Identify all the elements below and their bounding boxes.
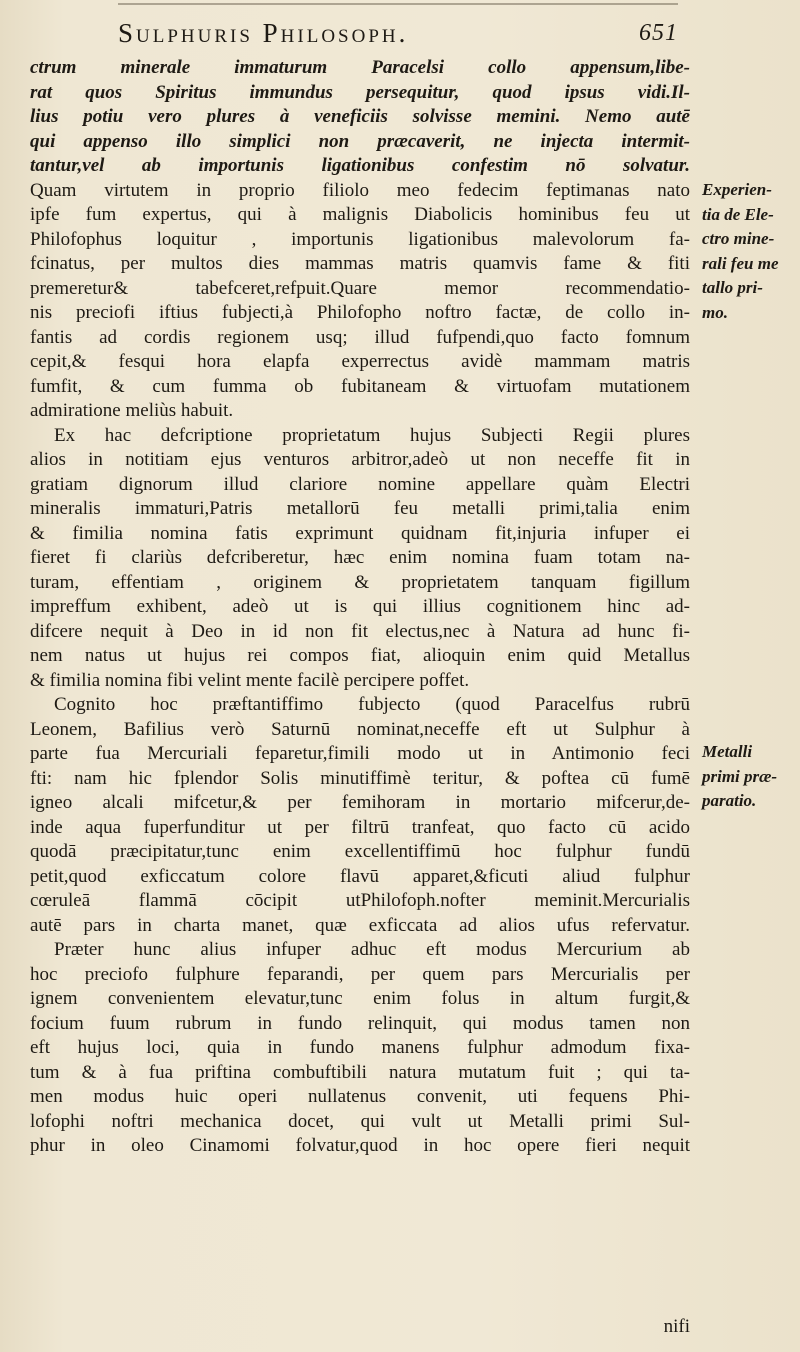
text-line: Cognito hoc præftantiffimo fubjecto (quod Paracelfus rubrū xyxy=(54,694,690,715)
text-line: nem natus ut hujus rei compos fiat, alioquin enim quid Metallus xyxy=(30,645,690,666)
text-line: fcinatus, per multos dies mammas matris quamvis fame & fiti xyxy=(30,253,690,274)
text-line: & fimilia nomina fibi velint mente facilè percipere poffet. xyxy=(30,669,470,691)
text-line: cepit,& fesqui hora elapfa experrectus avidè mammam matris xyxy=(30,351,690,372)
text-line: igneo alcali mifcetur,& per femihoram in mortario mifcerur,de- xyxy=(30,792,690,813)
text-line: mineralis immaturi,Patris metallorū feu metalli primi,talia enim xyxy=(30,498,690,519)
text-line: eft hujus loci, quia in fundo manens fulphur admodum fixa- xyxy=(30,1037,690,1058)
text-line: alios in notitiam ejus venturos arbitror,adeò ut non neceffe fit in xyxy=(30,449,690,470)
text-line: admiratione meliùs habuit. xyxy=(30,400,234,421)
text-line: petit,quod exficcatum colore flavū apparet,&ficuti aliud fulphur xyxy=(30,865,690,887)
page-number: 651 xyxy=(639,20,678,46)
margin-note-line: Experien- xyxy=(702,180,772,199)
text-line: cœruleā flammā cōcipit utPhilofoph.nofter meminit.Mercurialis xyxy=(30,890,690,911)
text-line: phur in oleo Cinamomi folvatur,quod in hoc opere fieri nequit xyxy=(30,1135,690,1156)
text-line: Quam virtutem in proprio filiolo meo fedecim feptimanas nato xyxy=(30,179,690,201)
text-line: premeretur& tabefceret,refpuit.Quare memor recommendatio- xyxy=(30,277,690,299)
margin-note-line: tia de Ele- xyxy=(702,204,774,224)
text-line: rat quos Spiritus immundus persequitur, quod ipsus vidi.Il- xyxy=(30,81,690,103)
text-line: Præter hunc alius infuper adhuc eft modus Mercurium ab xyxy=(54,939,690,960)
text-line: fieret fi clariùs defcriberetur, hæc enim nomina fuam totam na- xyxy=(30,547,690,568)
text-line: ctrum minerale immaturum Paracelsi collo appensum,libe- xyxy=(30,57,690,78)
running-title: Sulphuris Philosoph. xyxy=(118,18,409,48)
body-text xyxy=(30,56,690,1159)
text-line: Leonem, Bafilius verò Saturnū nominat,neceffe eft ut Sulphur à xyxy=(30,718,690,740)
text-line: lius potiu vero plures à veneficiis solvisse memini. Nemo autē xyxy=(30,106,690,127)
margin-note-line: mo. xyxy=(702,302,728,322)
text-line: inde aqua fuperfunditur ut per filtrū tranfeat, quo facto cū acido xyxy=(30,816,690,838)
text-line: tum & à fua priftina combuftibili natura mutatum fuit ; qui ta- xyxy=(30,1061,690,1083)
text-line: & fimilia nomina fatis exprimunt quidnam fit,injuria infuper ei xyxy=(30,522,690,544)
margin-note-line: tallo pri- xyxy=(702,278,763,297)
text-line: parte fua Mercuriali feparetur,fimili modo ut in Antimonio feci xyxy=(30,743,690,764)
text-line: difcere nequit à Deo in id non fit electus,nec à Natura ad hunc fi- xyxy=(30,620,690,642)
text-line: Ex hac defcriptione proprietatum hujus Subjecti Regii plures xyxy=(54,424,690,446)
text-line: ipfe fum expertus, qui à malignis Diabolicis hominibus feu ut xyxy=(30,204,690,225)
page-header xyxy=(118,18,678,54)
margin-note-line: primi præ- xyxy=(702,766,778,786)
text-line: men modus huic operi nullatenus convenit, uti fequens Phi- xyxy=(30,1086,690,1107)
text-line: focium fuum rubrum in fundo relinquit, qui modus tamen non xyxy=(30,1012,690,1034)
text-line: fti: nam hic fplendor Solis minutiffimè teritur, & poftea cū fumē xyxy=(30,767,690,789)
text-line: tantur,vel ab importunis ligationibus confestim nō solvatur. xyxy=(30,155,690,176)
text-line: qui appenso illo simplici non præcaverit, ne injecta intermit- xyxy=(30,130,690,152)
text-line: ignem convenientem elevatur,tunc enim folus in altum furgit,& xyxy=(30,988,690,1009)
margin-note-line: paratio. xyxy=(702,791,757,810)
text-line: nis preciofi iftius fubjecti,à Philofopho noftro factæ, de collo in- xyxy=(30,302,690,323)
text-line: fantis ad cordis regionem usq; illud fufpendi,quo facto fomnum xyxy=(30,326,690,348)
margin-note-line: rali feu me xyxy=(702,253,779,273)
text-line: lofophi noftri mechanica docet, qui vult ut Metalli primi Sul- xyxy=(30,1110,690,1132)
text-line: fumfit, & cum fumma ob fubitaneam & virtuofam mutationem xyxy=(30,375,690,397)
margin-note-praeparatio xyxy=(702,740,796,814)
margin-note-experientia xyxy=(702,178,796,325)
top-rule xyxy=(118,3,678,5)
text-line: autē pars in charta manet, quæ exficcata ad alios ufus refervatur. xyxy=(30,914,690,936)
text-line: hoc preciofo fulphure feparandi, per quem pars Mercurialis per xyxy=(30,963,690,985)
margin-note-line: Metalli xyxy=(702,742,753,761)
text-line: gratiam dignorum illud clariore nomine appellare quàm Electri xyxy=(30,473,690,495)
text-line: impreffum exhibent, adeò ut is qui illius cognitionem hinc ad- xyxy=(30,596,690,617)
text-line: Philofophus loquitur , importunis ligationibus malevolorum fa- xyxy=(30,228,690,250)
text-line: quodā præcipitatur,tunc enim excellentiffimū hoc fulphur fundū xyxy=(30,841,690,862)
text-line: turam, effentiam , originem & proprietatem tanquam figillum xyxy=(30,571,690,593)
catchword: nifi xyxy=(663,1316,690,1337)
margin-note-line: ctro mine- xyxy=(702,229,775,248)
